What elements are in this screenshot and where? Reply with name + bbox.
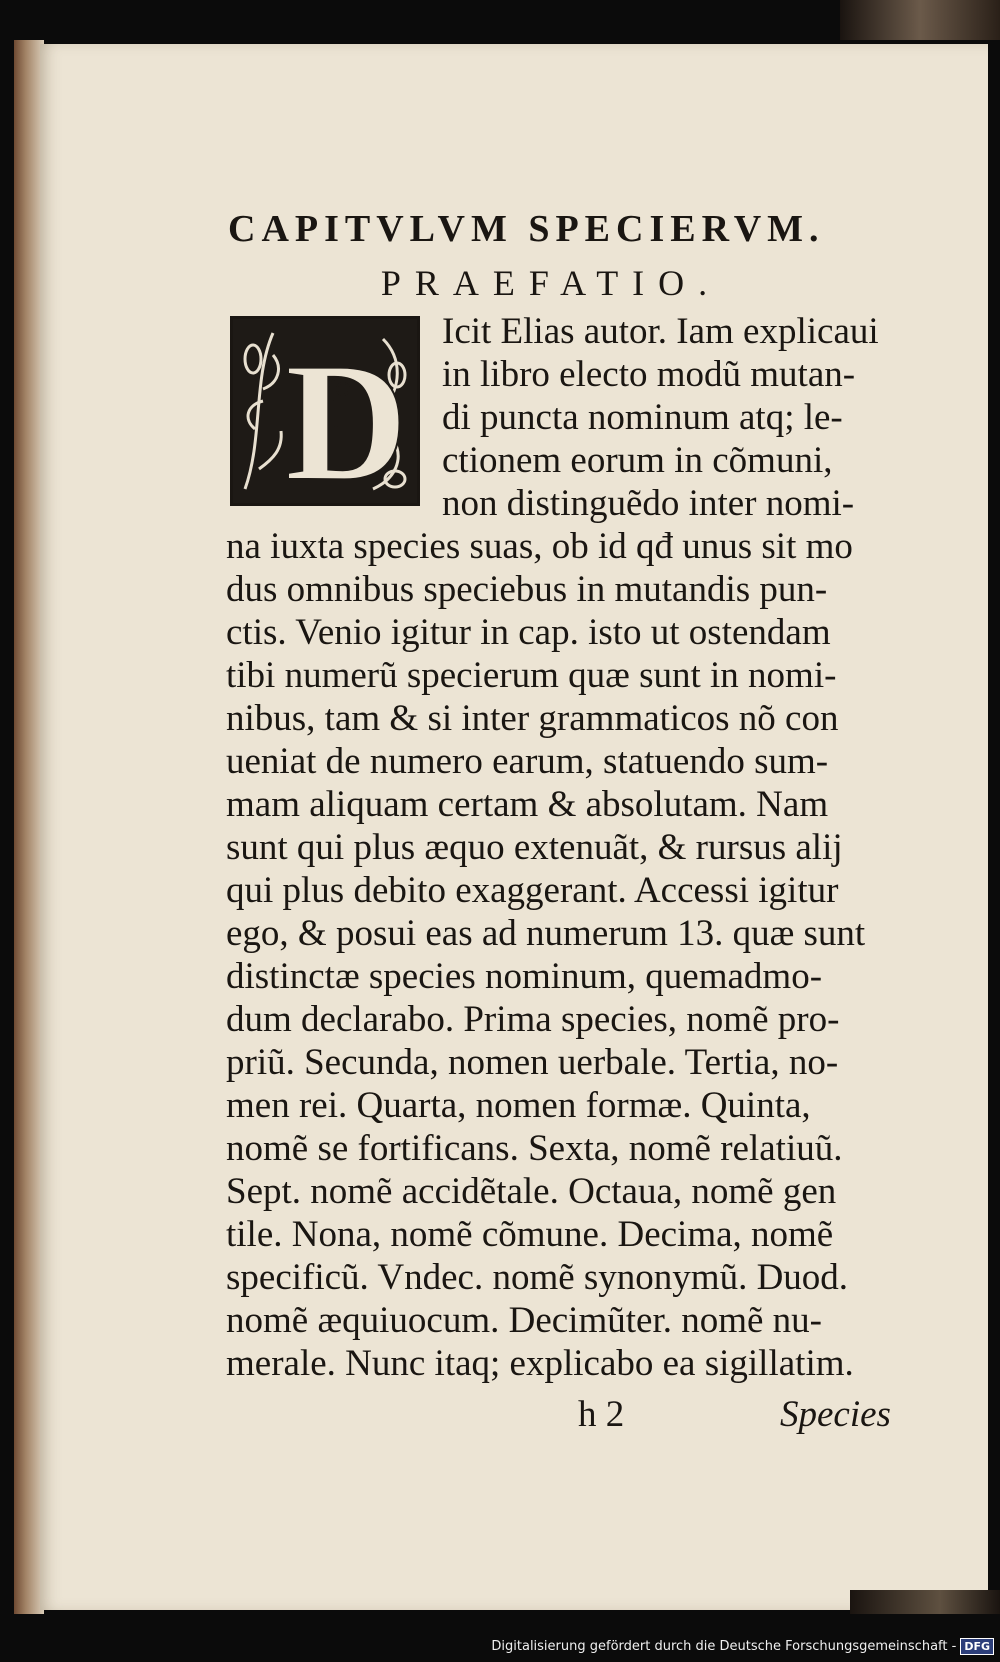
dfg-logo: DFG: [960, 1638, 994, 1655]
text-line: men rei. Quarta, nomen formæ. Quinta,: [226, 1085, 811, 1126]
text-line: distinctæ species nominum, quemadmo-: [226, 956, 823, 997]
text-line: merale. Nunc itaq; explicabo ea sigillatim.: [226, 1343, 854, 1384]
signature-mark: h 2: [578, 1394, 625, 1435]
section-title: PRAEFATIO.: [380, 263, 722, 303]
text-line: Sept. nomẽ accidẽtale. Octaua, nomẽ gen: [226, 1171, 837, 1212]
text-line: nomẽ æquiuocum. Decimũter. nomẽ nu-: [226, 1300, 822, 1341]
digitization-credit: [491, 1636, 994, 1656]
ornament-foliage-icon: [233, 319, 417, 503]
decorated-initial-d: [230, 316, 420, 506]
text-line: di puncta nominum atq; le-: [442, 397, 843, 438]
catchword: Species: [780, 1394, 891, 1435]
text-line: ueniat de numero earum, statuendo sum-: [226, 741, 829, 782]
binding-cloth-top: [840, 0, 1000, 40]
page-footer: [226, 1393, 936, 1443]
text-line: nibus, tam & si inter grammaticos nõ con: [226, 698, 839, 739]
text-line: priũ. Secunda, nomen uerbale. Tertia, no-: [226, 1042, 839, 1083]
text-line: dus omnibus speciebus in mutandis pun-: [226, 569, 828, 610]
text-line: Icit Elias autor. Iam explicaui: [442, 311, 879, 352]
binding-cloth-bottom: [850, 1590, 1000, 1614]
text-line: nomẽ se fortificans. Sexta, nomẽ relatiuũ.: [226, 1128, 843, 1169]
text-line: ctis. Venio igitur in cap. isto ut ostendam: [226, 612, 831, 653]
text-line: tibi numerũ specierum quæ sunt in nomi-: [226, 655, 837, 696]
running-head: CAPITVLVM SPECIERVM.: [228, 208, 825, 250]
text-line: ctionem eorum in cõmuni,: [442, 440, 833, 481]
text-line: na iuxta species suas, ob id qđ unus sit mo: [226, 526, 853, 567]
text-line: non distinguẽdo inter nomi-: [442, 483, 855, 524]
text-line: tile. Nona, nomẽ cõmune. Decima, nomẽ: [226, 1214, 834, 1255]
text-line: ego, & posui eas ad numerum 13. quæ sunt: [226, 913, 866, 954]
text-line: qui plus debito exaggerant. Accessi igitur: [226, 870, 839, 911]
text-line: specificũ. Vndec. nomẽ synonymũ. Duod.: [226, 1257, 849, 1298]
text-line: in libro electo modũ mutan-: [442, 354, 856, 395]
book-page: [40, 44, 988, 1610]
text-block: [226, 206, 936, 1443]
initial-letter: D: [285, 328, 408, 503]
text-line: mam aliquam certam & absolutam. Nam: [226, 784, 829, 825]
credit-text: Digitalisierung gefördert durch die Deutsche Forschungsgemeinschaft -: [491, 1638, 957, 1654]
text-line: dum declarabo. Prima species, nomẽ pro-: [226, 999, 840, 1040]
text-line: sunt qui plus æquo extenuãt, & rursus alij: [226, 827, 843, 868]
